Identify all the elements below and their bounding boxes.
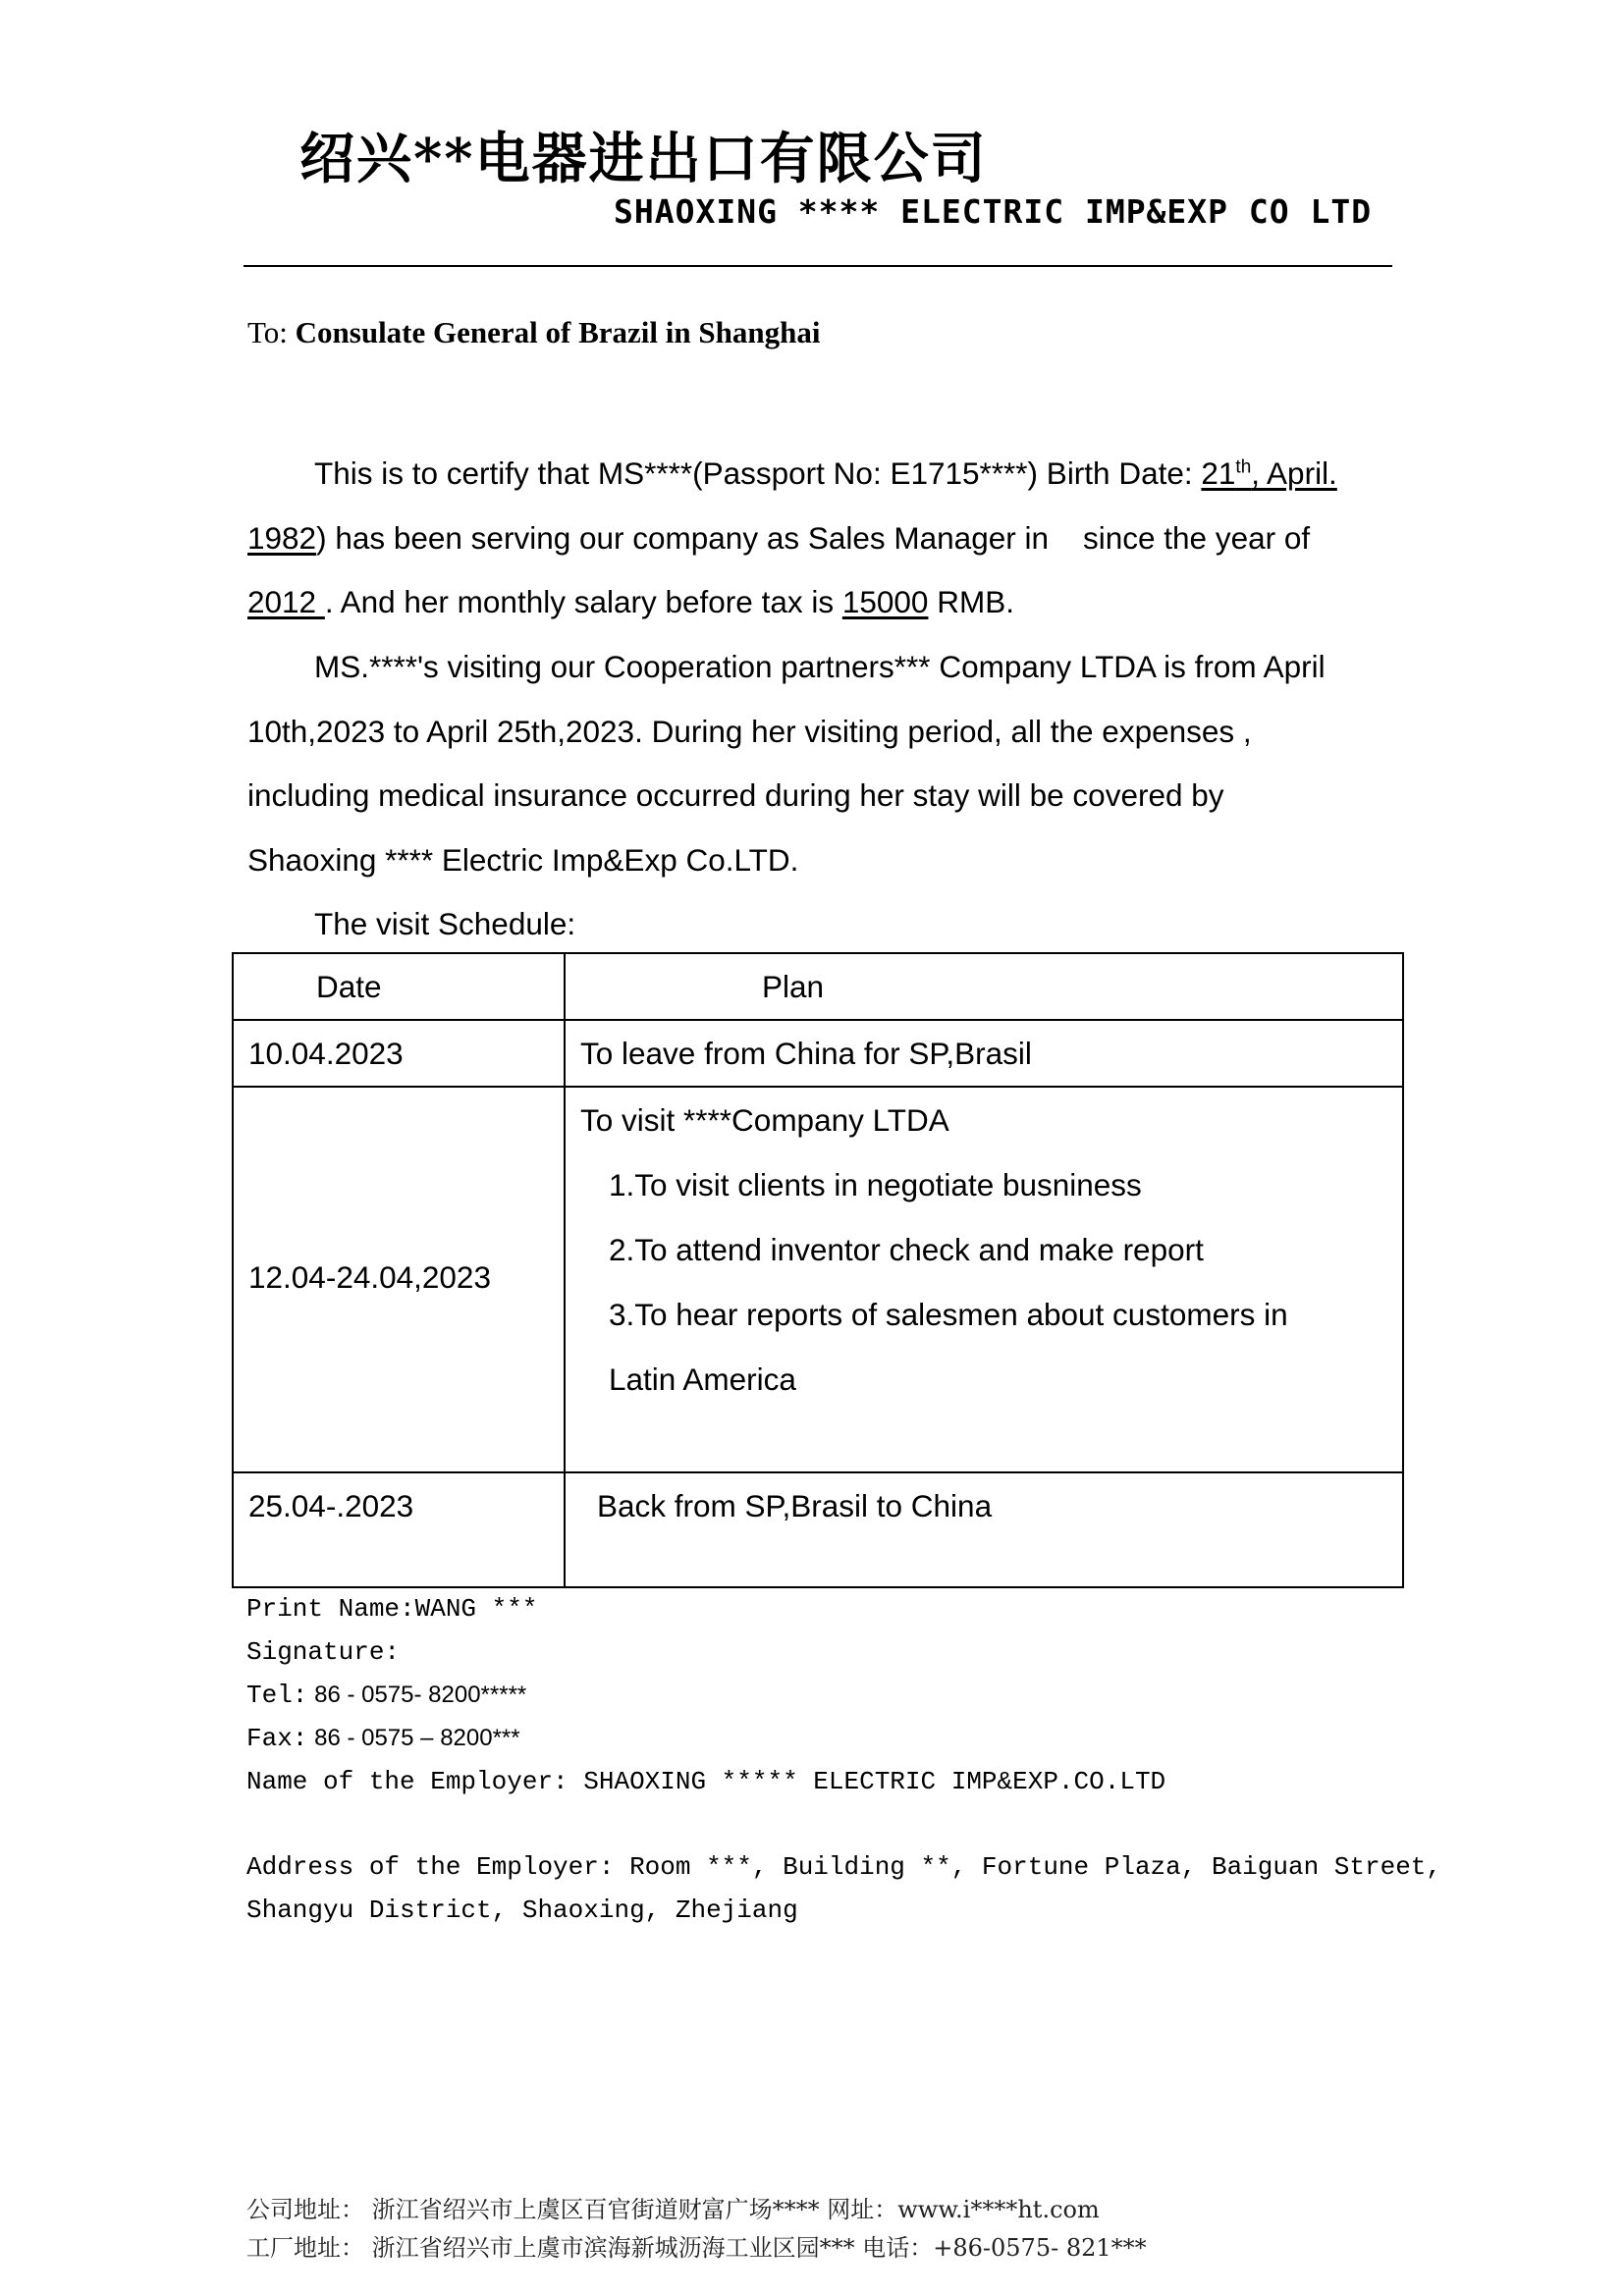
birth-month: , April. [1251,455,1337,491]
header-plan-cell [565,953,1403,1020]
paragraph2-line2: 10th,2023 to April 25th,2023. During her visiting period, all the expenses , [247,714,1252,749]
recipient-line [247,315,820,350]
row3-plan-cell [565,1472,1403,1587]
salary-currency: RMB. [928,584,1014,619]
row2-plan-item: 1.To visit clients in negotiate busniness [609,1167,1142,1202]
row1-date: 10.04.2023 [248,1036,404,1071]
row3-date-cell [233,1472,565,1587]
row2-date-cell [233,1087,565,1472]
fax-label: Fax: [246,1724,308,1753]
fax-value: 86 - 0575 – 8200*** [307,1725,520,1751]
schedule-intro: The visit Schedule: [314,906,576,941]
table-row [233,1087,1403,1472]
tel-value: 86 - 0575- 8200***** [307,1682,527,1708]
birth-day-suffix: th [1235,456,1252,478]
table-row [233,1020,1403,1087]
tel-line [246,1681,526,1710]
header-divider [244,265,1392,267]
table-header-row [233,953,1403,1020]
service-text: ) has been serving our company as Sales Manager in since the year of [316,520,1311,556]
recipient-prefix: To: [247,315,296,349]
birth-date-day-month [1201,455,1336,491]
table-row [233,1472,1403,1587]
certify-text: This is to certify that MS****(Passport No: E1715****) Birth Date: [314,455,1202,491]
row1-date-cell [233,1020,565,1087]
row2-plan-item: 2.To attend inventor check and make report [609,1232,1204,1267]
salary-text: . And her monthly salary before tax is [324,584,842,619]
company-name-english: SHAOXING **** ELECTRIC IMP&EXP CO LTD [614,192,1373,231]
header-plan: Plan [762,969,825,1004]
start-year: 2012 [247,584,325,619]
employer-name: Name of the Employer: SHAOXING ***** ELECTRIC IMP&EXP.CO.LTD [246,1767,1166,1796]
row1-plan-cell [565,1020,1403,1087]
row2-plan-cell [565,1087,1403,1472]
header-date: Date [316,969,382,1004]
header-date-cell [233,953,565,1020]
tel-label: Tel: [246,1681,308,1710]
row3-date: 25.04-.2023 [248,1488,414,1523]
birth-day: 21 [1201,455,1236,491]
paragraph2-line4: Shaoxing **** Electric Imp&Exp Co.LTD. [247,842,799,878]
row2-date: 12.04-24.04,2023 [248,1259,491,1295]
employer-address-line1: Address of the Employer: Room ***, Building **, Fortune Plaza, Baiguan Street, [246,1852,1441,1882]
paragraph1-line1 [314,455,1337,492]
fax-line [246,1724,520,1753]
footer-factory-address: 工厂地址： 浙江省绍兴市上虞市滨海新城沥海工业区园*** 电话：+86-0575- 821*** [246,2234,1147,2262]
recipient-name: Consulate General of Brazil in Shanghai [295,315,821,349]
footer-company-address: 公司地址： 浙江省绍兴市上虞区百官街道财富广场**** 网址：www.i****ht.com [246,2196,1100,2223]
paragraph1-line2 [247,520,1310,557]
row3-plan: Back from SP,Brasil to China [597,1488,993,1523]
company-name-chinese: 绍兴**电器进出口有限公司 [299,127,988,191]
row2-plan-item: Latin America [609,1362,796,1397]
visit-schedule-table [232,952,1404,1588]
signature-label: Signature: [246,1637,401,1667]
salary-amount: 15000 [841,584,929,619]
paragraph2-line1: MS.****'s visiting our Cooperation partners*** Company LTDA is from April [314,649,1326,684]
paragraph1-line3 [247,584,1014,620]
row1-plan: To leave from China for SP,Brasil [580,1036,1032,1071]
print-name: Print Name:WANG *** [246,1594,538,1624]
birth-year: 1982 [247,520,317,556]
row2-plan-title: To visit ****Company LTDA [580,1102,949,1138]
row2-plan-item: 3.To hear reports of salesmen about customers in [609,1297,1288,1332]
employer-address-line2: Shangyu District, Shaoxing, Zhejiang [246,1896,798,1925]
paragraph2-line3: including medical insurance occurred during her stay will be covered by [247,777,1224,813]
